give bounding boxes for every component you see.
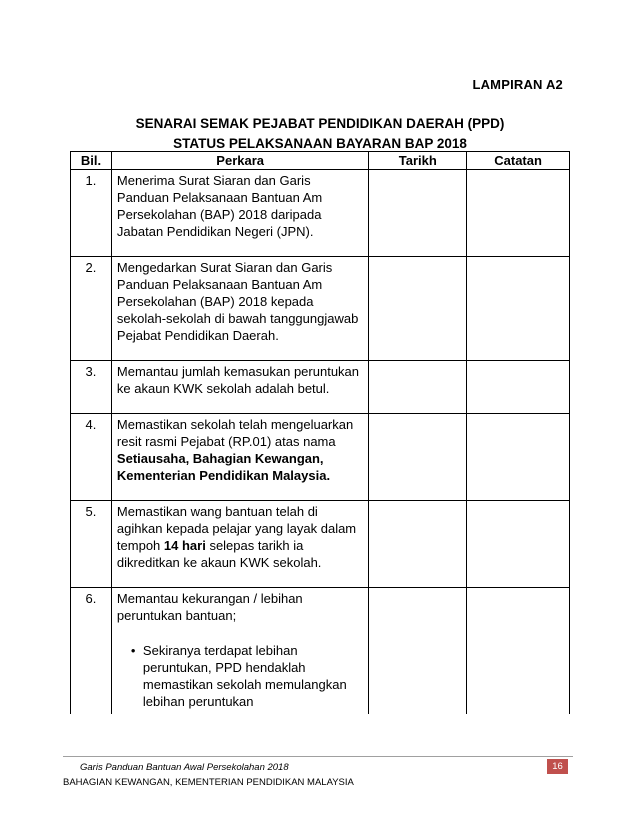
bullet-icon: • bbox=[130, 643, 136, 658]
footer-organization: BAHAGIAN KEWANGAN, KEMENTERIAN PENDIDIKAN MALAYSIA bbox=[63, 777, 354, 788]
row-date-cell bbox=[369, 361, 467, 414]
row-date-cell bbox=[369, 170, 467, 257]
footer-divider bbox=[63, 756, 573, 757]
row-notes-cell bbox=[467, 501, 570, 588]
row-date-cell bbox=[369, 414, 467, 501]
item-text: Mengedarkan Surat Siaran dan Garis Panduan Pelaksanaan Bantuan Am Persekolahan (BAP) 2018 kepada sekolah-sekolah di bawah tanggungjawab Pejabat Pendidikan Daerah. bbox=[116, 260, 359, 343]
row-item-text bbox=[111, 588, 368, 715]
row-notes-cell bbox=[467, 361, 570, 414]
row-notes-cell bbox=[467, 170, 570, 257]
table-row bbox=[71, 588, 570, 715]
table-row bbox=[71, 414, 570, 501]
item-text: Memantau kekurangan / lebihan peruntukan bantuan; bbox=[116, 591, 303, 623]
row-date-cell bbox=[369, 257, 467, 361]
row-number: 4. bbox=[71, 414, 112, 501]
row-notes-cell bbox=[467, 588, 570, 715]
row-number: 6. bbox=[71, 588, 112, 715]
row-number: 5. bbox=[71, 501, 112, 588]
item-text: selepas tarikh ia dikreditkan ke akaun KWK sekolah. bbox=[116, 538, 322, 570]
document-title bbox=[60, 114, 580, 154]
row-date-cell bbox=[369, 501, 467, 588]
row-notes-cell bbox=[467, 414, 570, 501]
row-number: 2. bbox=[71, 257, 112, 361]
row-item-text bbox=[111, 501, 368, 588]
item-text: Memastikan sekolah telah mengeluarkan resit rasmi Pejabat (RP.01) atas nama bbox=[116, 417, 354, 449]
annex-label: LAMPIRAN A2 bbox=[472, 77, 563, 92]
bullet-item bbox=[131, 642, 363, 710]
column-header-perkara: Perkara bbox=[111, 152, 368, 170]
row-item-text bbox=[111, 257, 368, 361]
table-row bbox=[71, 257, 570, 361]
item-text: Memantau jumlah kemasukan peruntukan ke akaun KWK sekolah adalah betul. bbox=[116, 364, 360, 396]
emphasis-text: Setiausaha, Bahagian Kewangan, Kementerian Pendidikan Malaysia. bbox=[116, 451, 331, 483]
column-header-tarikh: Tarikh bbox=[369, 152, 467, 170]
checklist-table bbox=[70, 151, 570, 714]
bullet-list bbox=[117, 642, 363, 710]
row-number: 1. bbox=[71, 170, 112, 257]
item-text: Menerima Surat Siaran dan Garis Panduan Pelaksanaan Bantuan Am Persekolahan (BAP) 2018 daripada Jabatan Pendidikan Negeri (JPN). bbox=[116, 173, 323, 239]
row-notes-cell bbox=[467, 257, 570, 361]
table-header-row bbox=[71, 152, 570, 170]
item-text: Memastikan wang bantuan telah di agihkan kepada pelajar yang layak dalam tempoh bbox=[116, 504, 357, 553]
title-line-1: SENARAI SEMAK PEJABAT PENDIDIKAN DAERAH (PPD) bbox=[135, 116, 505, 131]
emphasis-text: 14 hari bbox=[163, 538, 206, 553]
table-row bbox=[71, 170, 570, 257]
page-number-badge: 16 bbox=[547, 759, 568, 774]
title-line-2: STATUS PELAKSANAAN BAYARAN BAP 2018 bbox=[173, 136, 467, 151]
table-body bbox=[71, 170, 570, 715]
row-item-text bbox=[111, 170, 368, 257]
row-date-cell bbox=[369, 588, 467, 715]
row-number: 3. bbox=[71, 361, 112, 414]
table-row bbox=[71, 361, 570, 414]
bullet-text: Sekiranya terdapat lebihan peruntukan, PPD hendaklah memastikan sekolah memulangkan lebihan peruntukan bbox=[142, 643, 347, 709]
column-header-bil: Bil. bbox=[71, 152, 112, 170]
row-item-text bbox=[111, 414, 368, 501]
table-row bbox=[71, 501, 570, 588]
row-item-text bbox=[111, 361, 368, 414]
footer-doc-title: Garis Panduan Bantuan Awal Persekolahan 2018 bbox=[80, 762, 289, 773]
column-header-catatan: Catatan bbox=[467, 152, 570, 170]
